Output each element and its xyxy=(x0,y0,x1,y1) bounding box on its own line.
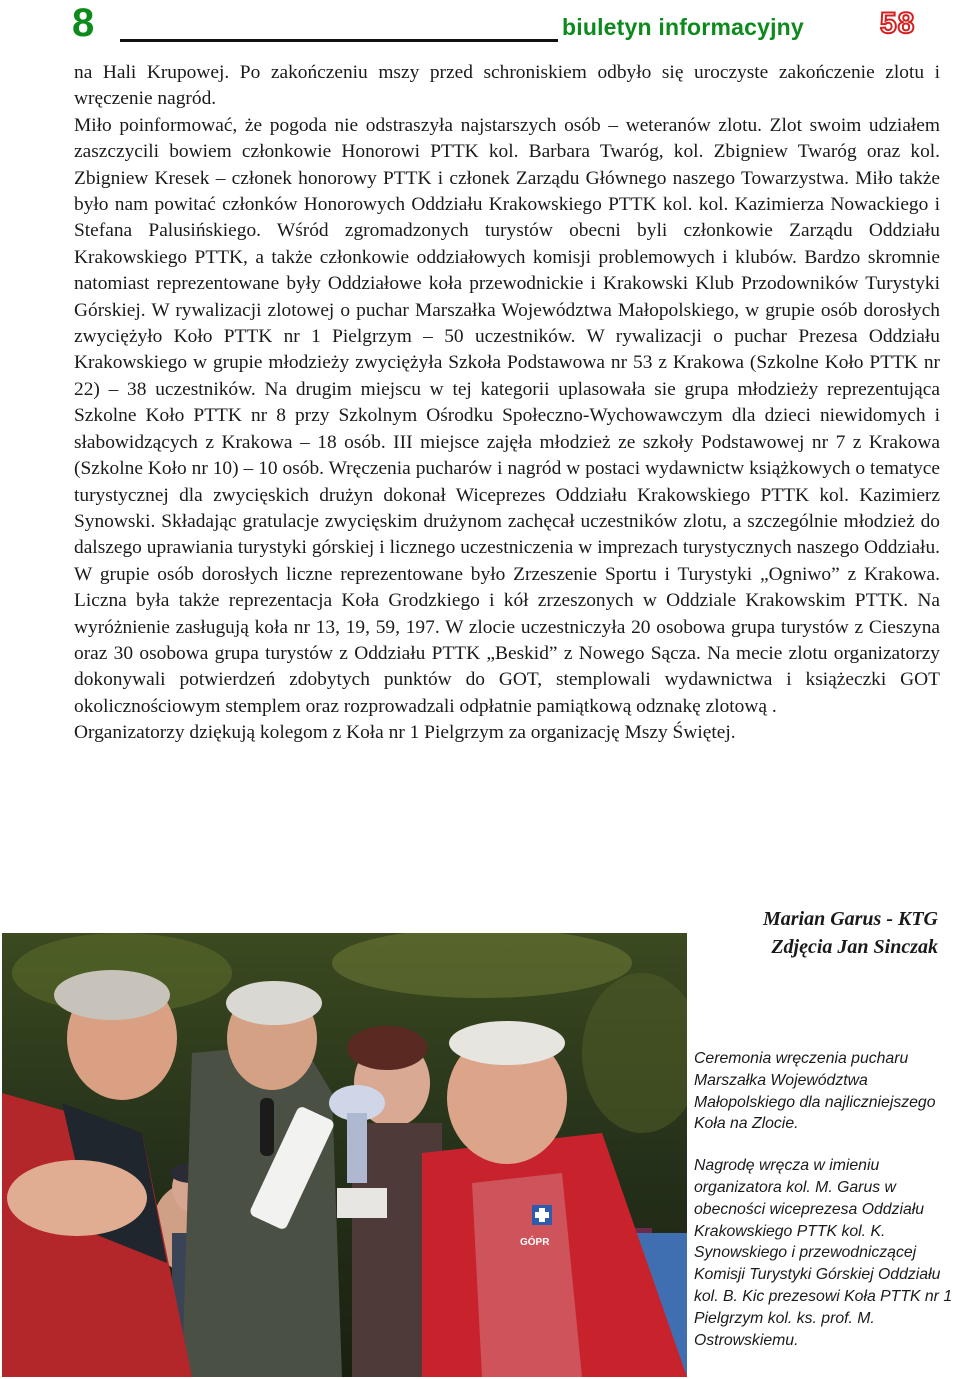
article-paragraph: Organizatorzy dziękują kolegom z Koła nr 1 Pielgrzym za organizację Mszy Świętej. xyxy=(74,722,736,744)
article-paragraph: Miło poinformować, że pogoda nie odstraszyła najstarszych osób – weteranów zlotu. Zlot swoim udziałem zaszczycili bowiem członkowie Honorowi PTTK kol. Barbara Twaróg, kol. Zbigniew Twaróg oraz kol. Zbigniew Kresek – członek honorowy PTTK i członek Zarządu Głównego naszego Towarzystwa. Miło także było nam powitać członków Honorowych Oddziału Krakowskiego PTTK kol. kol. Kazimierza Nowackiego i Stefana Palusińskiego. Wśród zgromadzonych turystów obecni byli członkowie Zarządu Oddziału Krakowskiego PTTK, a także członkowie oddziałowych komisji problemowych i klubów. Bardzo skromnie natomiast reprezentowane były Oddziałowe koła przewodnickie i Krakowski Klub Przodowników Turystyki Górskiej. W rywalizacji zlotowej o puchar Marszałka Województwa Małopolskiego, w grupie osób dorosłych zwyciężyło Koło PTTK nr 1 Pielgrzym – 50 uczestników. W rywalizacji o puchar Prezesa Oddziału Krakowskiego w grupie młodzieży zwyciężyła Szkoła Podstawowa nr 53 z Krakowa (Szkolne Koło PTTK nr 22) – 38 uczestników. Na drugim miejscu w tej kategorii uplasowała sie grupa młodzieży reprezentująca Szkolne Koło PTTK nr 8 przy Szkolnym Ośrodku Społeczno-Wychowawczym dla dzieci niewidomych i słabowidzących z Krakowa – 18 osób. III miejsce zajęła młodzież ze szkoły Podstawowej nr 7 z Krakowa (Szkolne Koło nr 10) – 10 osób. Wręczenia pucharów i nagród w postaci wydawnictw książkowych o tematyce turystycznej dla zwycięskich drużyn dokonał Wiceprezes Oddziału Krakowskiego PTTK kol. Kazimierz Synowski. Składając gratulacje zwycięskim drużynom zachęcał uczestników zlotu, a szczególnie młodzież do dalszego uprawiania turystyki górskiej i licznego uczestniczenia w imprezach turystycznych naszego Oddziału. W grupie osób dorosłych liczne reprezentowane było Zrzeszenie Sportu i Turystyki „Ogniwo” z Krakowa. Liczna była także reprezentacja Koła Grodzkiego i kół zrzeszonych w Oddziale Krakowskim PTTK. Na wyróżnienie zasługują koła nr 13, 19, 59, 197. W zlocie uczestniczyła 20 osobowa grupa turystów z Cieszyna oraz 30 osobowa grupa turystów z Oddziału PTTK „Beskid” z Nowego Sącza. Na mecie zlotu organizatorzy dokonywali potwierdzeń zdobytych punktów do GOT, stemplowali wydawnictwa i książeczki GOT okolicznościowym stemplem oraz rozprowadzali odpłatnie pamiątkową odznakę zlotową . xyxy=(74,114,940,717)
issue-number: 58 xyxy=(880,7,916,40)
article-paragraph: na Hali Krupowej. Po zakończeniu mszy przed schroniskiem odbyło się uroczyste zakończenie zlotu i wręczenie nagród. xyxy=(74,62,940,110)
ceremony-photo xyxy=(2,933,687,1377)
vest-badge: GÓPR xyxy=(520,1237,550,1248)
photo-credit: Zdjęcia Jan Sinczak xyxy=(771,936,938,958)
page-header xyxy=(0,0,960,48)
bulletin-title: biuletyn informacyjny xyxy=(562,14,804,40)
header-rule xyxy=(120,39,558,42)
photo-caption xyxy=(694,1048,958,1351)
article-body xyxy=(74,60,940,747)
caption-first: Ceremonia wręczenia pucharu Marszałka Województwa Małopolskiego dla najliczniejszego Koła na Zlocie. xyxy=(694,1050,936,1133)
caption-second: Nagrodę wręcza w imieniu organizatora kol. M. Garus w obecności wiceprezesa Oddziału Krakowskiego PTTK kol. K. Synowskiego i przewodniczącej Komisji Turystyki Górskiej Oddziału kol. B. Kic prezesowi Koła PTTK nr 1 Pielgrzym kol. ks. prof. M. Ostrowskiemu. xyxy=(694,1157,953,1349)
page-number: 8 xyxy=(72,1,95,45)
signature xyxy=(763,905,938,961)
author-credit: Marian Garus - KTG xyxy=(762,908,938,930)
